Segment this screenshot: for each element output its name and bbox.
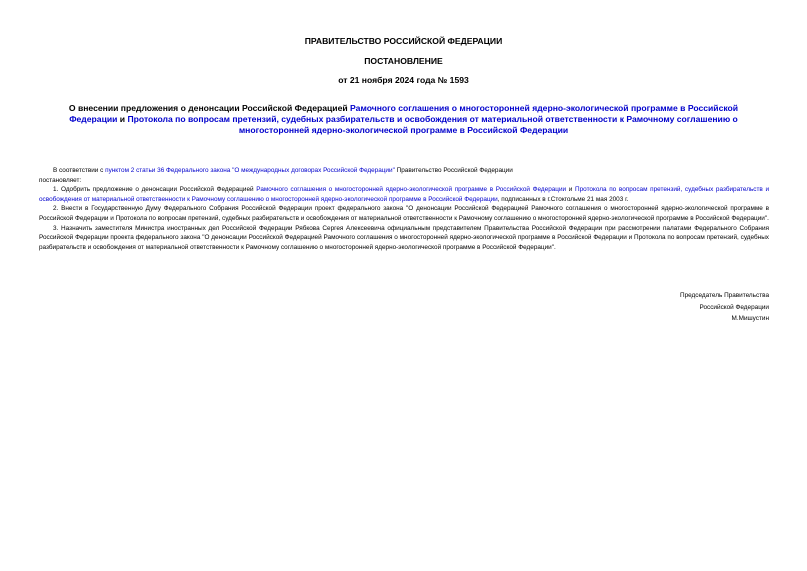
title-text-2: и [117,114,128,125]
intro-link-federal-law[interactable]: пунктом 2 статьи 36 Федерального закона "О международных договорах Российской Федерации" [105,167,395,174]
government-heading: ПРАВИТЕЛЬСТВО РОССИЙСКОЙ ФЕДЕРАЦИИ [304,36,503,46]
signature-block [569,290,769,325]
item-3-paragraph: 3. Назначить заместителя Министра иностранных дел Российской Федерации Рябкова Сергея Алексеевича официальным представителем Правительства Российской Федерации при рассмотрении палатами Федерального Собрания Российской Федерации проекта федерального закона "О денонсации Российской Федерацией Рамочного соглашения о многосторонней ядерно-экологической программе в Российской Федерации и Протокола по вопросам претензий, судебных разбирательств и освобождения от материальной ответственности к Рамочному соглашению о многосторонней ядерно-экологической программе в Российской Федерации". [39,224,769,251]
title-link-protocol[interactable]: Протокола по вопросам претензий, судебных разбирательств и освобождения от материальной ответственности к Рамочному соглашению о многосторонней ядерно-экологической программе в Российской Федерации [127,114,738,136]
signature-position: Председатель Правительства [680,292,769,299]
intro-paragraph [39,166,769,176]
title-text-1: О внесении предложения о денонсации Российской Федерацией [68,103,351,113]
item-2-paragraph: 2. Внести в Государственную Думу Федерального Собрания Российской Федерации проект федерального закона "О денонсации Российской Федерацией Рамочного соглашения о многосторонней ядерно-экологической программе в Российской Федерации и Протокола по вопросам претензий, судебных разбирательств и освобождения от материальной ответственности к Рамочному соглашению о многосторонней ядерно-экологической программе в Российской Федерации". [39,205,769,222]
decrees-line: постановляет: [39,176,82,184]
item-1-text-1: 1. Одобрить предложение о денонсации Российской Федерацией [53,186,257,194]
item-1-paragraph [39,185,769,204]
item-1-text-3: , подписанных в г.Стокгольме 21 мая 2003 г. [497,195,629,203]
document-type-heading: ПОСТАНОВЛЕНИЕ [364,56,443,66]
intro-text-2: Правительство Российской Федерации [394,167,513,174]
signature-country: Российской Федерации [699,303,769,311]
item-1-link-protocol[interactable]: Протокола по вопросам претензий, судебных разбирательств и освобождения от материальной ответственности к Рамочному соглашению о многосторонней ядерно-экологической программе в Российской Федерации [39,186,770,203]
document-body [39,166,769,252]
signature-name: М.Мишустин [731,315,769,322]
date-number-heading: от 21 ноября 2024 года № 1593 [338,75,469,85]
document-title [52,103,755,137]
intro-text-1: В соответствии с [53,167,106,174]
item-1-text-2: и [566,186,576,194]
item-1-link-framework-agreement[interactable]: Рамочного соглашения о многосторонней ядерно-экологической программе в Российской Федерации [256,186,567,194]
title-link-framework-agreement[interactable]: Рамочного соглашения о многосторонней ядерно-экологической программе в Российской Федерации [69,103,739,125]
